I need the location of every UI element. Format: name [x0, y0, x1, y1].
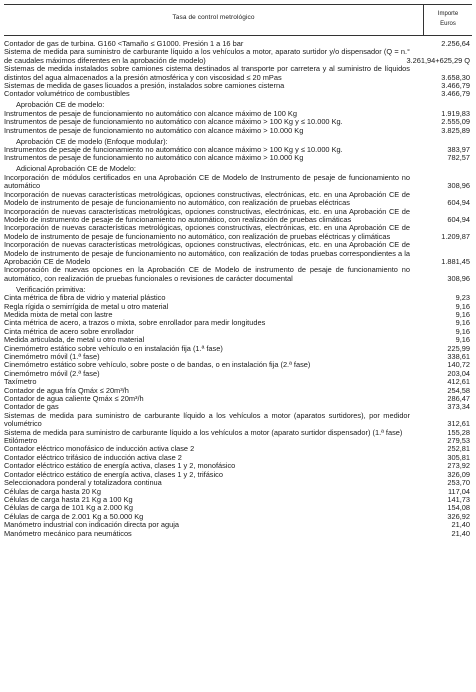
table-row	[4, 154, 472, 162]
row-concept: Cinemómetro móvil (1.ª fase)	[4, 353, 100, 361]
row-amount: 21,40	[451, 520, 470, 530]
row-concept: Incorporación de nuevas características metrológicas, opciones constructivas, electrónicas, etc. en una Aprobación CE de Modelo de instrumento de pesaje de funcionamiento no automático, con realización de pruebas eléctricas y climáticas	[4, 223, 410, 241]
row-amount: 326,09	[447, 469, 470, 479]
row-amount: 2.555,09	[441, 117, 470, 127]
row-concept: Etilómetro	[4, 437, 38, 446]
table-row	[4, 429, 472, 437]
table-row	[4, 65, 472, 82]
row-concept: Incorporación de nuevas características metrológicas, opciones constructivas, electrónicas, etc. en una Aprobación CE de Modelo de instrumento de pesaje de funcionamiento no automático, con realización de pruebas climáticas	[4, 206, 410, 224]
row-concept: Contador eléctrico trifásico de inducción activa clase 2	[4, 453, 182, 462]
section-title: Aprobación CE de modelo (Enfoque modular):	[16, 137, 168, 146]
row-concept: Instrumentos de pesaje de funcionamiento no automático con alcance máximo de 100 Kg	[4, 109, 297, 118]
table-row	[4, 336, 472, 344]
table-row	[4, 462, 472, 470]
row-concept: Manómetro industrial con indicación directa por aguja	[4, 521, 180, 530]
concept-column-header: Tasa de control metrológico	[172, 14, 255, 21]
table-row	[4, 445, 472, 453]
row-amount: 1.919,83	[441, 108, 470, 118]
table-row	[4, 146, 472, 154]
row-amount: 3.466,79	[441, 89, 470, 99]
table-row	[4, 387, 472, 395]
section-title: Adicional Aprobación CE de Modelo:	[16, 165, 136, 174]
row-concept: Taxímetro	[4, 378, 37, 387]
table-row	[4, 90, 472, 98]
table-row	[4, 319, 472, 327]
row-amount: 338,61	[447, 352, 470, 361]
row-amount: 21,40	[451, 528, 470, 538]
row-amount: 1.209,87	[441, 231, 470, 241]
amount-column-header: Importe	[437, 11, 459, 17]
row-concept: Contador volumétrico de combustibles	[4, 90, 130, 99]
row-concept: Cinta métrica de acero, a trazos o mixta, sobre enrollador para medir longitudes	[4, 319, 266, 328]
row-amount: 604,94	[447, 214, 470, 224]
table-row	[4, 294, 472, 302]
table-row	[4, 127, 472, 135]
table-row	[4, 471, 472, 479]
row-concept: Cinemómetro móvil (2.ª fase)	[4, 369, 100, 378]
row-amount: 1.881,45	[441, 256, 470, 266]
row-amount: 3.466,79	[441, 81, 470, 91]
section-title: Aprobación CE de modelo:	[16, 101, 105, 110]
row-amount: 203,04	[447, 368, 470, 378]
row-amount: 9,16	[455, 335, 470, 345]
row-amount: 3.658,30	[441, 72, 470, 82]
table-row	[4, 496, 472, 504]
amount-column-unit: Euros	[440, 21, 456, 27]
row-concept: Cinemómetro estático sobre vehículo o en instalación fija (1.ª fase)	[4, 344, 223, 353]
row-amount: 286,47	[447, 394, 470, 404]
row-amount: 279,53	[447, 436, 470, 446]
table-row	[4, 118, 472, 126]
table-row	[4, 521, 472, 529]
row-concept: Medida mixta de metal con lastre	[4, 310, 113, 319]
table-row	[4, 82, 472, 90]
table-row	[4, 110, 472, 118]
table-row	[4, 208, 472, 225]
column-divider	[423, 5, 424, 35]
row-amount: 2.256,64	[441, 39, 470, 48]
table-header	[4, 4, 472, 36]
row-concept: Contador de gas de turbina. G160 <Tamaño ≤ G1000. Presión 1 a 16 bar	[4, 40, 244, 48]
table-row	[4, 412, 472, 429]
row-amount: 3.261,94+625,29 Q	[406, 55, 470, 65]
row-concept: Instrumentos de pesaje de funcionamiento no automático con alcance máximo > 100 Kg y ≤ 10.000 Kg.	[4, 146, 343, 155]
row-concept: Incorporación de nuevas opciones en la Aprobación CE de Modelo de instrumento de pesaje de funcionamiento no automático, con realización de pruebas funcionales o revisiones de carácter documental	[4, 265, 410, 283]
row-concept: Contador de agua fría Qmáx ≤ 20m³/h	[4, 386, 129, 395]
row-amount: 305,81	[447, 452, 470, 462]
section-heading	[4, 101, 472, 109]
table-row	[4, 353, 472, 361]
row-amount: 254,58	[447, 385, 470, 395]
table-row	[4, 241, 472, 266]
row-concept: Sistemas de medida instalados sobre camiones cisterna destinados al transporte por carretera y al suministro de líquidos distintos del agua almacenados a la presión atmosférica y con viscosidad ≤ 20 mPas	[4, 64, 410, 82]
row-amount: 155,28	[447, 427, 470, 437]
fee-table-body	[4, 40, 472, 538]
row-amount: 253,70	[447, 478, 470, 488]
row-amount: 117,04	[447, 486, 470, 496]
table-row	[4, 479, 472, 487]
row-amount: 373,34	[447, 402, 470, 412]
row-concept: Medida articulada, de metal u otro material	[4, 336, 145, 345]
table-row	[4, 530, 472, 538]
table-row	[4, 378, 472, 386]
table-row	[4, 266, 472, 283]
section-heading	[4, 286, 472, 294]
table-row	[4, 488, 472, 496]
table-row	[4, 395, 472, 403]
row-concept: Contador de gas	[4, 403, 59, 412]
row-amount: 225,99	[447, 343, 470, 353]
row-concept: Cinta métrica de acero sobre enrollador	[4, 327, 134, 336]
row-amount: 604,94	[447, 198, 470, 208]
table-row	[4, 361, 472, 369]
row-amount: 326,92	[447, 511, 470, 521]
table-row	[4, 191, 472, 208]
table-row	[4, 328, 472, 336]
row-concept: Instrumentos de pesaje de funcionamiento no automático con alcance máximo > 10.000 Kg	[4, 126, 304, 135]
row-concept: Manómetro mecánico para neumáticos	[4, 529, 132, 538]
row-amount: 312,61	[447, 419, 470, 429]
row-amount: 9,16	[455, 309, 470, 319]
table-row	[4, 303, 472, 311]
row-amount: 412,61	[447, 377, 470, 387]
table-row	[4, 437, 472, 445]
row-concept: Instrumentos de pesaje de funcionamiento no automático con alcance máximo > 10.000 Kg	[4, 154, 304, 163]
row-amount: 252,81	[447, 444, 470, 454]
table-row	[4, 48, 472, 65]
row-amount: 782,57	[447, 153, 470, 163]
row-amount: 383,97	[447, 145, 470, 155]
row-concept: Incorporación de módulos certificados en una Aprobación CE de Modelo de Instrumento de pesaje de funcionamiento no automático	[4, 172, 410, 191]
row-amount: 3.825,89	[441, 125, 470, 135]
row-concept: Células de carga de 2.001 Kg a 50.000 Kg	[4, 512, 144, 521]
row-concept: Sistema de medida para suministro de carburante líquido a los vehículos a motor, aparato surtidor y/o dispensador (Q = n.° de caudales máximos diferentes en la aprobación de modelo)	[4, 47, 410, 65]
row-amount: 9,16	[455, 301, 470, 311]
row-concept: Incorporación de nuevas características metrológicas, opciones constructivas, electrónicas, etc. en una Aprobación CE de Modelo de instrumento de pesaje de funcionamiento no automático, con realización de pruebas eléctricas	[4, 189, 410, 208]
table-row	[4, 454, 472, 462]
row-concept: Incorporación de nuevas características metrológicas, opciones constructivas, electrónicas, etc. en una Aprobación CE de Modelo de instrumento de pesaje de funcionamiento no automático, con realización de todas pruebas correspondientes a la Aprobación CE de Modelo	[4, 240, 410, 266]
table-row	[4, 311, 472, 319]
row-amount: 308,96	[447, 273, 470, 283]
table-row	[4, 370, 472, 378]
table-row	[4, 513, 472, 521]
row-concept: Sistema de medida para suministro de carburante líquido a los vehículos a motor (aparato surtidor dispensador) (1.ª fase)	[4, 428, 403, 437]
row-concept: Instrumentos de pesaje de funcionamiento no automático con alcance máximo > 100 Kg y ≤ 10.000 Kg.	[4, 118, 343, 127]
table-row	[4, 224, 472, 241]
row-concept: Contador eléctrico estático de energía activa, clases 1 y 2, monofásico	[4, 462, 236, 471]
row-amount: 141,73	[447, 494, 470, 504]
row-concept: Células de carga hasta 20 Kg	[4, 487, 101, 496]
row-concept: Regla rígida o semirrígida de metal u otro material	[4, 302, 169, 311]
row-concept: Seleccionadora ponderal y totalizadora continua	[4, 479, 162, 488]
row-concept: Contador de agua caliente Qmáx ≤ 20m³/h	[4, 395, 144, 404]
row-concept: Cinemómetro estático sobre vehículo, sobre poste o de bandas, o en instalación fija (2.ª fase)	[4, 361, 311, 370]
row-amount: 9,16	[455, 326, 470, 336]
row-amount: 9,16	[455, 318, 470, 328]
row-amount: 140,72	[447, 360, 470, 370]
row-concept: Contador eléctrico estático de energía activa, clases 1 y 2, trifásico	[4, 470, 223, 479]
row-concept: Cinta métrica de fibra de vidrio y material plástico	[4, 294, 166, 303]
row-concept: Sistemas de medida de gases licuados a presión, instalados sobre camiones cisterna	[4, 82, 285, 91]
row-amount: 9,23	[455, 293, 470, 303]
row-amount: 308,96	[447, 181, 470, 191]
row-concept: Sistemas de medida para suministro de carburante líquido a los vehículos a motor (aparatos surtidores), por medidor volumétrico	[4, 410, 410, 429]
row-amount: 273,92	[447, 461, 470, 471]
table-row	[4, 174, 472, 191]
row-concept: Contador eléctrico monofásico de inducción activa clase 2	[4, 445, 195, 454]
table-row	[4, 345, 472, 353]
table-row	[4, 504, 472, 512]
row-concept: Células de carga de 101 Kg a 2.000 Kg	[4, 504, 134, 513]
section-heading	[4, 138, 472, 146]
row-concept: Células de carga hasta 21 Kg a 100 Kg	[4, 495, 133, 504]
row-amount: 154,08	[447, 503, 470, 513]
section-title: Verificación primitiva:	[16, 285, 86, 294]
